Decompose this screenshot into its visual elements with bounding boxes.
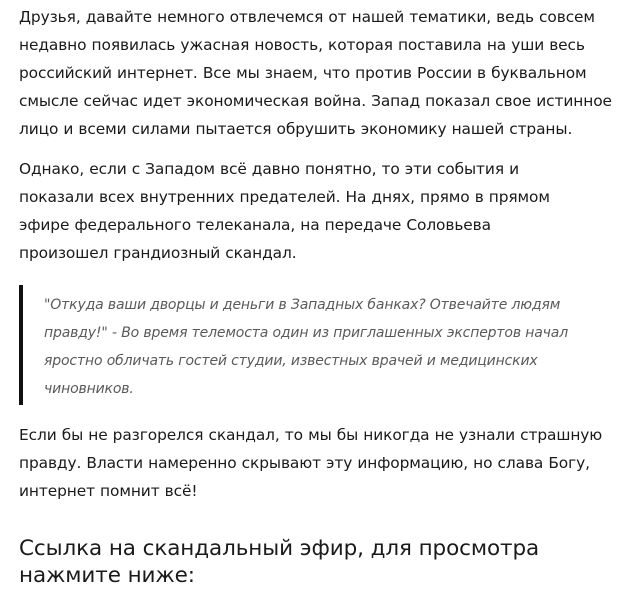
context-paragraph: Однако, если с Западом всё давно понятно, то эти события и показали всех внутренних предателей. На днях, прямо в прямом эфире федерального телеканала, на передаче Соловьева произошел грандиозный скандал.	[19, 160, 550, 262]
blockquote	[19, 285, 614, 405]
intro-paragraph: Друзья, давайте немного отвлечемся от нашей тематики, ведь совсем недавно появилась ужасная новость, которая поставила на уши весь российский интернет. Все мы знаем, что против России в буквальном смысле сейчас идет экономическая война. Запад показал свое истинное лицо и всеми силами пытается обрушить экономику нашей страны.	[19, 8, 612, 138]
quote-text: "Откуда ваши дворцы и деньги в Западных банках? Отвечайте людям правду!" - Во время телемоста один из приглашенных экспертов начал яростно обличать гостей студии, известных врачей и медицинских чиновников.	[44, 297, 569, 397]
link-heading: Ссылка на скандальный эфир, для просмотра нажмите ниже:	[19, 536, 540, 588]
article-body	[19, 3, 619, 589]
conclusion-paragraph: Если бы не разгорелся скандал, то мы бы никогда не узнали страшную правду. Власти намеренно скрывают эту информацию, но слава Богу, интернет помнит всё!	[19, 426, 603, 500]
